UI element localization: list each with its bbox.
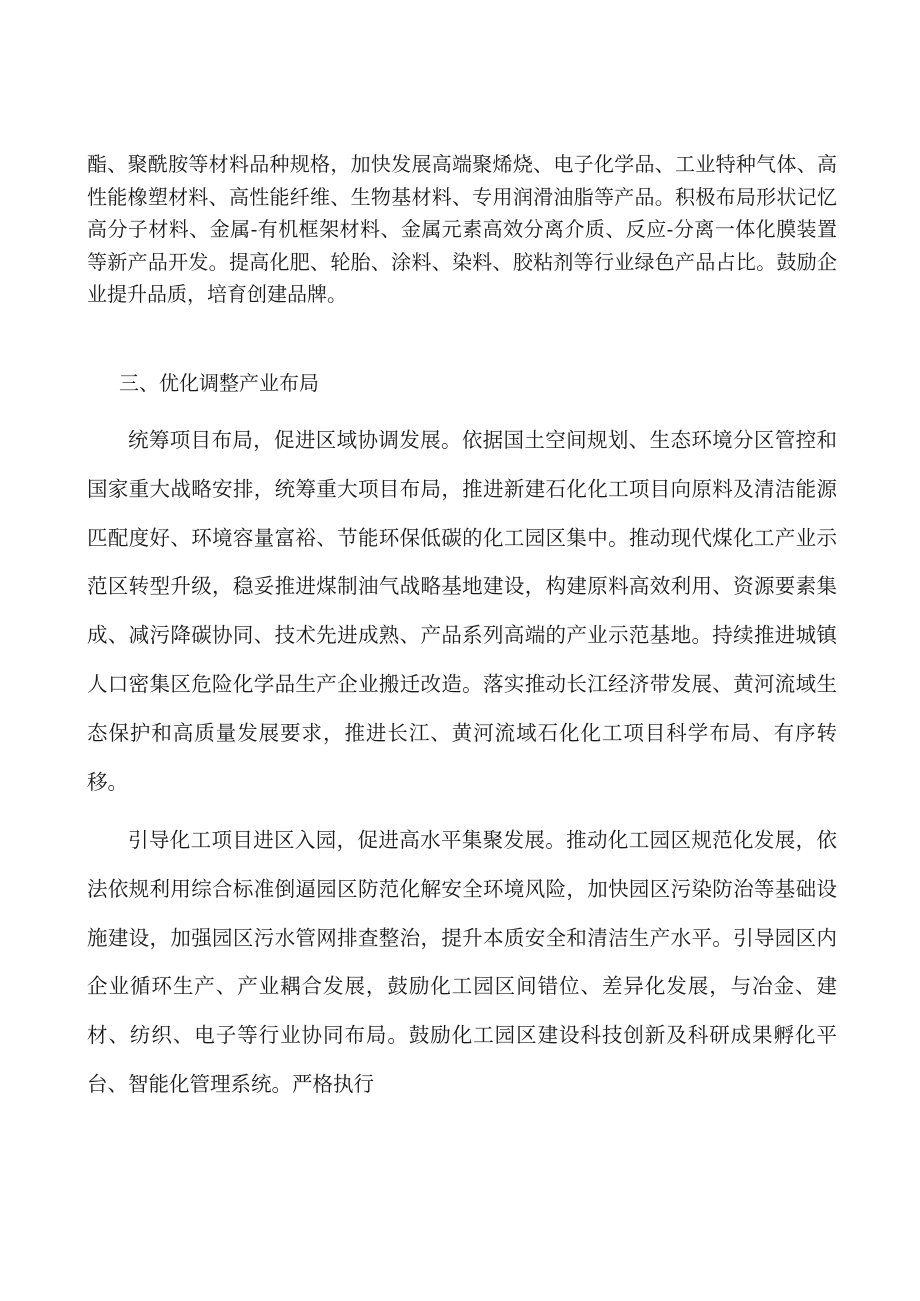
paragraph-project-layout: 统筹项目布局，促进区域协调发展。依据国土空间规划、生态环境分区管控和国家重大战略安排，统筹重大项目布局，推进新建石化化工项目向原料及清洁能源匹配度好、环境容量富裕、节能环保低碳的化工园区集中。推动现代煤化工产业示范区转型升级，稳妥推进煤制油气战略基地建设，构建原料高效利用、资源要素集成、减污降碳协同、技术先进成熟、产品系列高端的产业示范基地。持续推进城镇人口密集区危险化学品生产企业搬迁改造。落实推动长江经济带发展、黄河流域生态保护和高质量发展要求，推进长江、黄河流域石化化工项目科学布局、有序转移。 xyxy=(87,428,837,794)
paragraph-chemical-parks: 引导化工项目进区入园，促进高水平集聚发展。推动化工园区规范化发展，依法依规利用综合标准倒逼园区防范化解安全环境风险，加快园区污染防治等基础设施建设，加强园区污水管网排查整治，提升本质安全和清洁生产水平。引导园区内企业循环生产、产业耦合发展，鼓励化工园区间错位、差异化发展，与冶金、建材、纺织、电子等行业协同布局。鼓励化工园区建设科技创新及科研成果孵化平台、智能化管理系统。严格执行 xyxy=(87,828,837,1096)
section-heading: 三、优化调整产业布局 xyxy=(119,371,319,395)
paragraph-materials: 酯、聚酰胺等材料品种规格，加快发展高端聚烯烧、电子化学品、工业特种气体、高性能橡塑材料、高性能纤维、生物基材料、专用润滑油脂等产品。积极布局形状记忆高分子材料、金属-有机框架材料、金属元素高效分离介质、反应-分离一体化膜装置等新产品开发。提高化肥、轮胎、涂料、染料、胶粘剂等行业绿色产品占比。鼓励企业提升品质，培育创建品牌。 xyxy=(87,152,837,307)
